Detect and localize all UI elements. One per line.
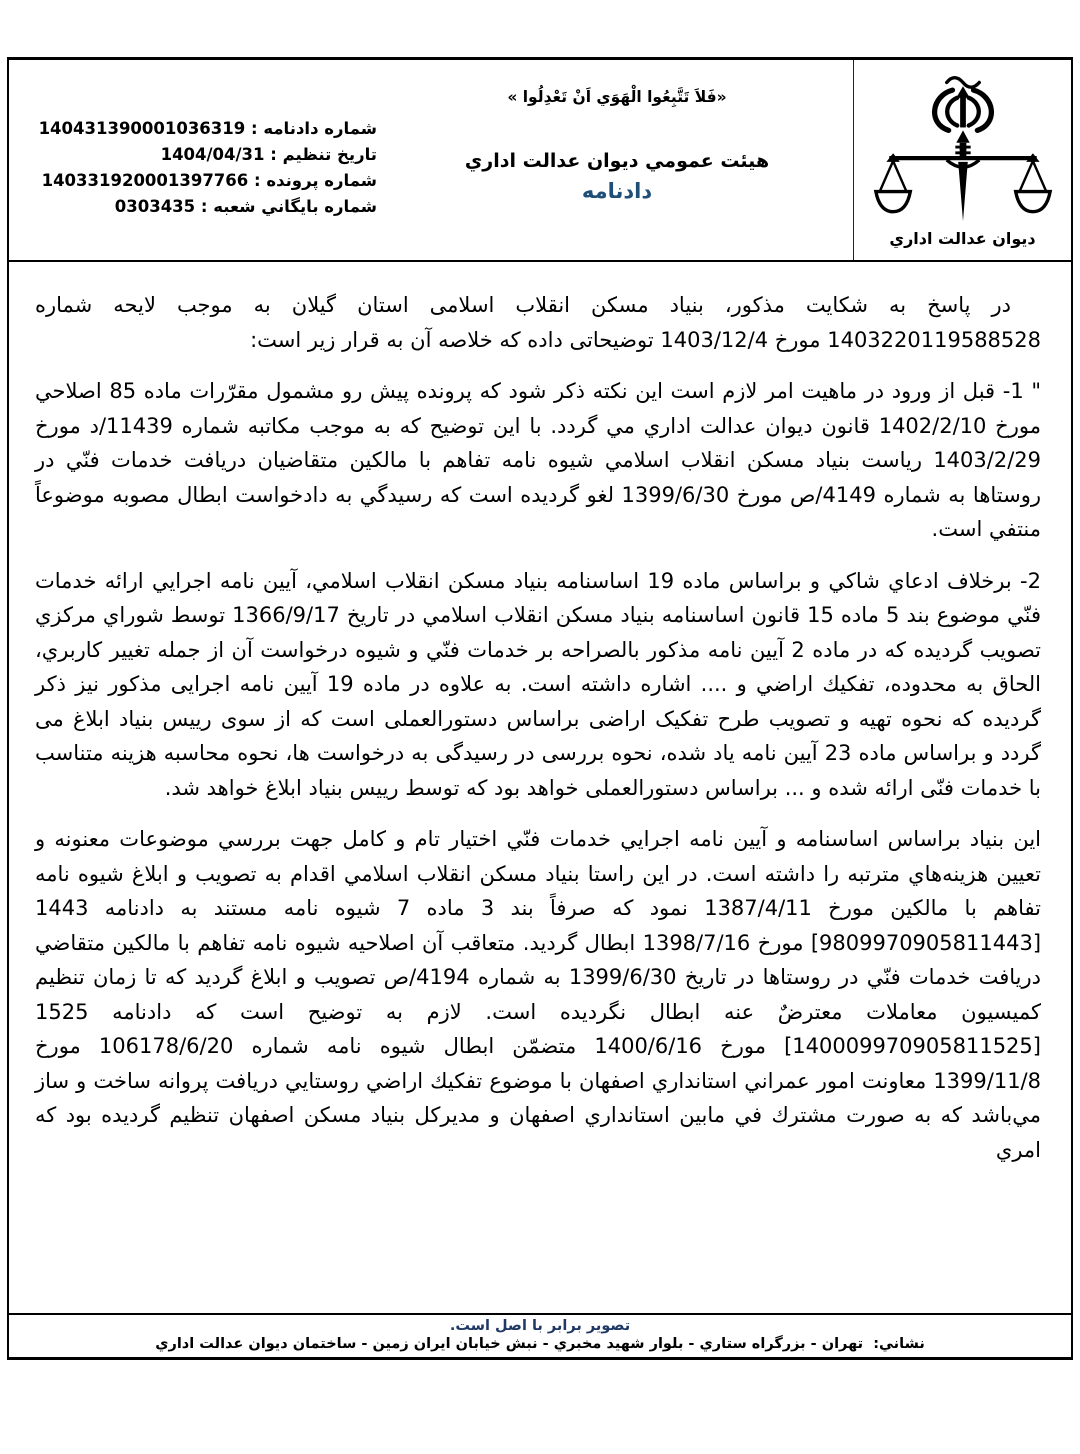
- meta-issue-date: [9, 142, 377, 168]
- scales-of-justice-icon: [872, 70, 1054, 228]
- meta-archive-number: [9, 194, 377, 220]
- meta-value: 0303435: [114, 197, 196, 216]
- meta-judgment-number: [9, 116, 377, 142]
- meta-label: شماره دادنامه: [263, 119, 377, 138]
- address-label: نشاني:: [873, 1336, 925, 1352]
- body-paragraph-3: این بنیاد براساس اساسنامه و آیین نامه اجرایي خدمات فنّي اختیار تام و کامل جهت بررسي موضوعات معنونه و تعیین هزینه‌هاي مترتبه را داشته است. در این راستا بنیاد مسکن انقلاب اسلامي اقدام به تصویب و ابلاغ شیوه نامه تفاهم با مالکین مورخ 1387/4/11 نمود که صرفاً بند 3 ماده 7 شیوه نامه مستند به دادنامه 1443 [9809970905811443] مورخ 1398/7/16 ابطال گردید. متعاقب آن اصلاحیه شیوه نامه تفاهم با مالکین متقاضي دریافت خدمات فنّي در روستاها در تاریخ 1399/6/30 به شماره 4194/ص تصویب و ابلاغ گردید که تا زمان تنظیم کمیسیون معاملات معترضٌ عنه ابطال نگردیده است. لازم به توضیح است که دادنامه 1525 [140009970905811525] مورخ 1400/6/16 متضمّن ابطال شیوه نامه شماره 106178/6/20 مورخ 1399/11/8 معاونت امور عمراني استانداري اصفهان با موضوع تفکیك اراضي روستایي دریافت پروانه ساخت و ساز مي‌باشد که به صورت مشترك في مابین استانداري اصفهان و مدیرکل بنیاد مسکن اصفهان تنظیم گردیده بود که امري: [35, 827, 1042, 1162]
- meta-separator: :: [264, 145, 283, 164]
- meta-separator: :: [245, 119, 264, 138]
- meta-value: 1404/04/31: [160, 145, 265, 164]
- address-line: [21, 1336, 1059, 1352]
- document-type-title: دادنامه: [581, 179, 653, 203]
- certification-note: تصویر برابر با اصل است.: [449, 1318, 631, 1334]
- body-paragraph-2: 2- برخلاف ادعاي شاکي و براساس ماده 19 اساسنامه بنیاد مسکن انقلاب اسلامي، آیین نامه اجرایي ارائه خدمات فنّي موضوع بند 5 ماده 15 قانون اساسنامه بنیاد مسکن انقلاب اسلامي در تاریخ 1366/9/17 توسط شوراي مرکزي تصویب گردیده که در ماده 2 آیین نامه مذکور بالصراحه بر خدمات فنّي و شیوه درخواست آن از جمله تغییر کاربري، الحاق به محدوده، تفکیك اراضي و .... اشاره داشته است. به علاوه در ماده 19 آیین نامه اجرایی مذکور نیز ذکر گردیده که نحوه تهیه و تصویب طرح تفکیک اراضی براساس دستورالعملی است که از سوی رییس بنیاد ابلاغ می گردد و براساس ماده 23 آیین نامه یاد شده، نحوه بررسی در رسیدگی به درخواست ها، نحوه محاسبه هزینه متناسب با خدمات فنّی ارائه شده و ... براساس دستورالعملی خواهد بود که توسط رییس بنیاد ابلاغ خواهد شد.: [35, 568, 1042, 800]
- document-meta-block: [9, 60, 381, 260]
- meta-case-number: [9, 168, 377, 194]
- header-center-block: [381, 60, 853, 260]
- document-header: [9, 60, 1071, 262]
- address-text: تهران - بزرگراه ستاري - بلوار شهید مخبري - نبش خیابان ایران زمین - ساختمان دیوان عدالت اداري: [155, 1336, 864, 1352]
- document-frame: [7, 57, 1073, 1360]
- assembly-title: هیئت عمومي دیوان عدالت اداري: [464, 150, 770, 172]
- meta-value: 140331920001397766: [41, 171, 249, 190]
- meta-separator: :: [195, 197, 214, 216]
- meta-label: شماره پرونده: [266, 171, 377, 190]
- document-footer: [9, 1313, 1071, 1357]
- body-paragraph-1: " 1- قبل از ورود در ماهیت امر لازم است این نکته ذکر شود که پرونده پیش رو مشمول مقرّرات ماده 85 اصلاحي مورخ 1402/2/10 قانون دیوان عدالت اداري مي گردد. با این توضیح که به موجب مکاتبه شماره 11439/د مورخ 1403/2/29 ریاست بنیاد مسکن انقلاب اسلامي شیوه نامه تفاهم با مالکین متقاضیان دریافت خدمات فنّي در روستاها به شماره 4149/ص مورخ 1399/6/30 لغو گردیده است که رسیدگي به دادخواست ابطال مصوبه موضوعاً منتفي است.: [35, 379, 1042, 541]
- meta-label: شماره بایگاني شعبه: [213, 197, 377, 216]
- meta-label: تاریخ تنظیم: [282, 145, 377, 164]
- court-logo-block: [853, 60, 1071, 260]
- meta-separator: :: [248, 171, 267, 190]
- judgment-body-text: [9, 262, 1071, 1313]
- meta-value: 140431390001036319: [38, 119, 246, 138]
- court-logo-caption: دیوان عدالت اداري: [889, 229, 1036, 248]
- quran-verse: «فَلاَ تَتَّبِعُوا الْهَوَي اَنْ تَعْدِلُوا »: [507, 88, 727, 106]
- body-paragraph-intro: در پاسخ به شکایت مذکور، بنیاد مسکن انقلاب اسلامی استان گیلان به موجب لایحه شماره 1403220119588528 مورخ 1403/12/4 توضیحاتی داده که خلاصه آن به قرار زیر است:: [35, 293, 1041, 352]
